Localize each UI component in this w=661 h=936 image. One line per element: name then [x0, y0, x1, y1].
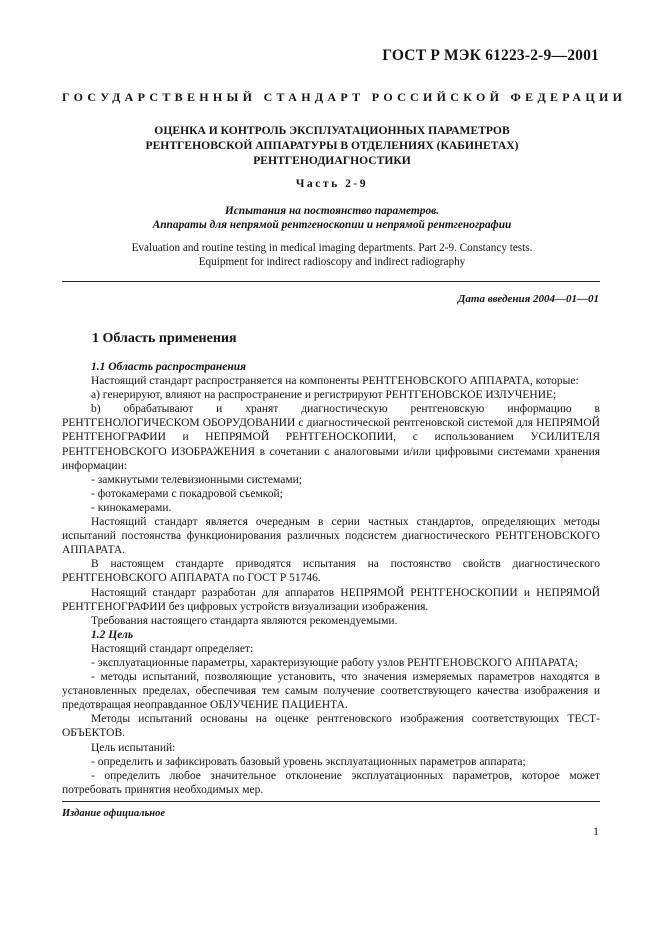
document-code: ГОСТ Р МЭК 61223-2-9—2001 — [382, 47, 599, 64]
subtitle-line-1: Испытания на постоянство параметров. — [224, 205, 440, 217]
list-item: - кинокамерами. — [91, 501, 172, 514]
list-item: - фотокамерами с покадровой съемкой; — [91, 487, 283, 500]
divider-bottom — [62, 801, 600, 802]
paragraph: Настоящий стандарт распространяется на компоненты РЕНТГЕНОВСКОГО АППАРАТА, которые: — [91, 375, 579, 388]
document-subtitle — [62, 204, 602, 232]
paragraph: В настоящем стандарте приводятся испытания на постоянство свойств диагностического РЕНТГЕНОВСКОГО АППАРАТА по ГОСТ Р 51746. — [62, 558, 600, 585]
list-item: - эксплуатационные параметры, характеризующие работу узлов РЕНТГЕНОВСКОГО АППАРАТА; — [91, 656, 579, 669]
paragraph: Настоящий стандарт разработан для аппаратов НЕПРЯМОЙ РЕНТГЕНОСКОПИИ и НЕПРЯМОЙ РЕНТГЕНОГРАФИИ без цифровых устройств визуализации изображения. — [62, 586, 600, 613]
list-item: - методы испытаний, позволяющие установить, что значения измеряемых параметров находятся в установленных пределах, обеспечивая тем самым получение соответствующего качества изображения и предотвращая неоправданное ОБЛУЧЕНИЕ ПАЦИЕНТА. — [62, 671, 600, 712]
section-body — [62, 360, 600, 797]
list-item: - определить любое значительное отклонение эксплуатационных параметров, которое может потребовать принятия необходимых мер. — [62, 769, 600, 796]
title-line-2: РЕНТГЕНОВСКОЙ АППАРАТУРЫ В ОТДЕЛЕНИЯХ (КАБИНЕТАХ) — [145, 139, 519, 152]
paragraph: Цель испытаний: — [91, 741, 176, 754]
english-title — [62, 241, 602, 269]
list-item: - замкнутыми телевизионными системами; — [91, 473, 302, 486]
part-label: Часть 2-9 — [295, 177, 369, 190]
subsection-heading: 1.1 Область распространения — [91, 361, 247, 373]
english-title-line-2: Equipment for indirect radioscopy and indirect radiography — [198, 256, 466, 268]
subsection-heading: 1.2 Цель — [91, 628, 134, 641]
paragraph: b) обрабатывают и хранят диагностическую рентгеновскую информацию в РЕНТГЕНОЛОГИЧЕСКОМ ОБОРУДОВАНИИ с диагностической рентгеновской системой для НЕПРЯМОЙ РЕНТГЕНОГРАФИИ и НЕПРЯМОЙ РЕНТГЕНОСКОПИИ, с использованием УСИЛИТЕЛЯ РЕНТГЕНОВСКОГО ИЗОБРАЖЕНИЯ в сочетании с аналоговыми и/или цифровыми системами хранения информации: — [62, 403, 600, 472]
paragraph: a) генерируют, влияют на распространение и регистрируют РЕНТГЕНОВСКОЕ ИЗЛУЧЕНИЕ; — [91, 389, 557, 402]
paragraph: Настоящий стандарт является очередным в серии частных стандартов, определяющих методы испытаний постоянства функционирования различных подсистем диагностического РЕНТГЕНОВСКОГО АППАРАТА. — [62, 516, 600, 557]
paragraph: Требования настоящего стандарта являются рекомендуемыми. — [91, 614, 398, 627]
document-title — [62, 123, 602, 168]
state-standard-heading: ГОСУДАРСТВЕННЫЙ СТАНДАРТ РОССИЙСКОЙ ФЕДЕРАЦИИ — [62, 90, 627, 104]
paragraph: Настоящий стандарт определяет: — [91, 642, 254, 655]
title-line-3: РЕНТГЕНОДИАГНОСТИКИ — [253, 154, 411, 167]
official-edition-label: Издание официальное — [62, 808, 166, 819]
list-item: - определить и зафиксировать базовый уровень эксплуатационных параметров аппарата; — [91, 755, 526, 768]
paragraph: Методы испытаний основаны на оценке рентгеновского изображения соответствующих ТЕСТ-ОБЪЕКТОВ. — [62, 713, 600, 740]
title-line-1: ОЦЕНКА И КОНТРОЛЬ ЭКСПЛУАТАЦИОННЫХ ПАРАМЕТРОВ — [154, 124, 510, 137]
divider-top — [62, 281, 600, 282]
subtitle-line-2: Аппараты для непрямой рентгеноскопии и непрямой рентгенографии — [152, 219, 512, 231]
english-title-line-1: Evaluation and routine testing in medical imaging departments. Part 2-9. Constancy tests. — [131, 242, 533, 254]
section-heading: 1 Область применения — [92, 331, 237, 346]
introduction-date: Дата введения 2004—01—01 — [457, 293, 599, 305]
page-number: 1 — [593, 824, 599, 838]
